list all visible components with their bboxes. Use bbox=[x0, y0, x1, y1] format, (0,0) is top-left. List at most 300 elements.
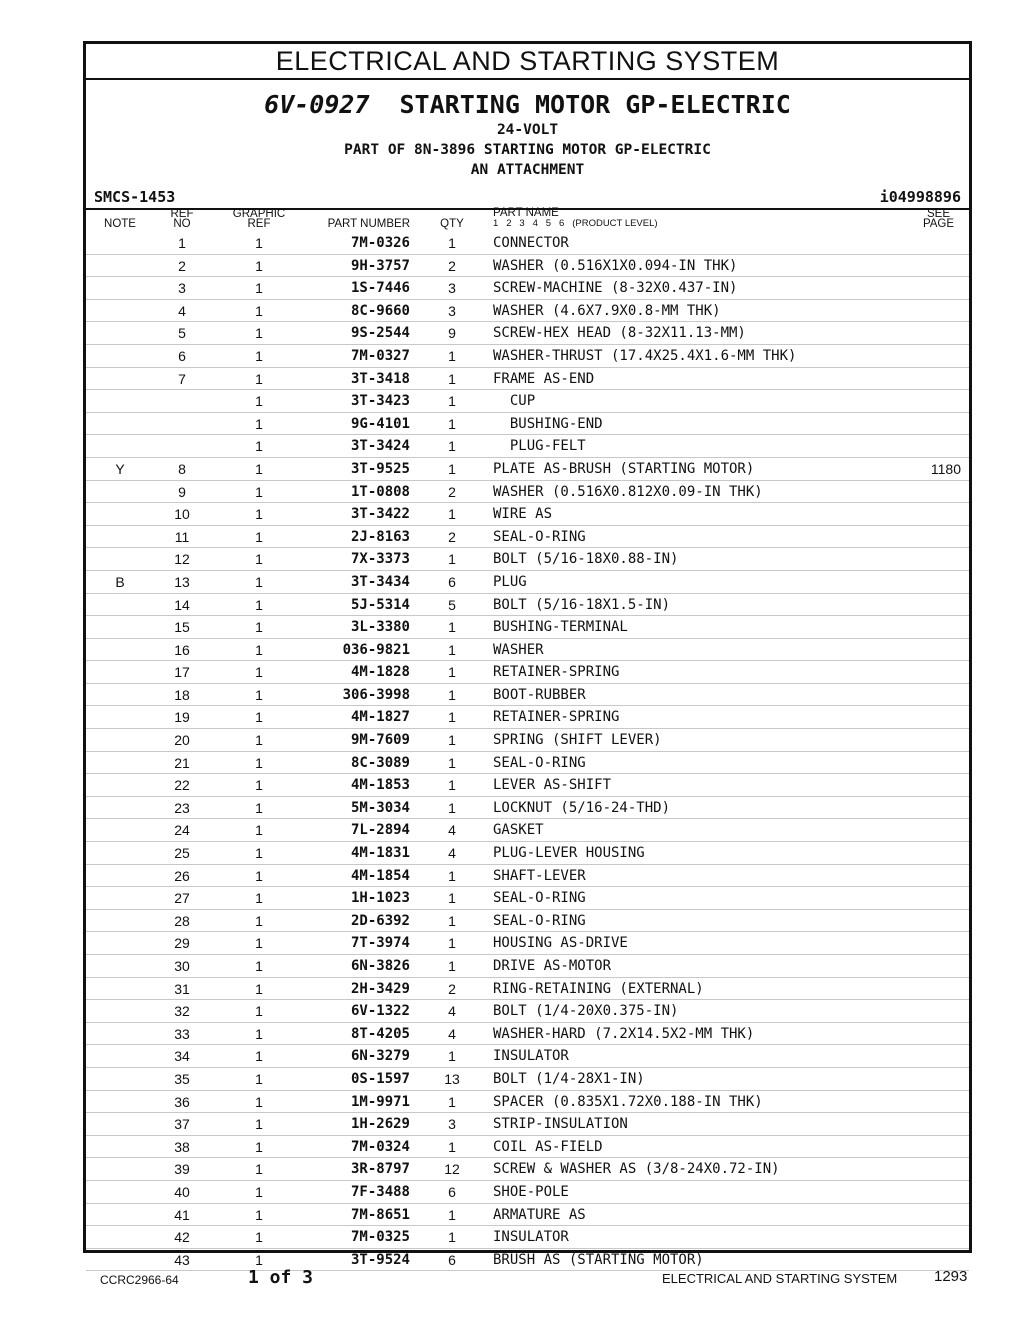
ref-no-cell: 13 bbox=[174, 573, 190, 590]
qty-cell: 1 bbox=[448, 664, 456, 681]
part-name-cell: BOOT-RUBBER bbox=[493, 686, 586, 703]
ref-no-cell: 27 bbox=[174, 890, 190, 907]
qty-cell: 1 bbox=[448, 1206, 456, 1223]
doc-id: i04998896 bbox=[879, 188, 961, 206]
graphic-ref-cell: 1 bbox=[255, 415, 263, 432]
ref-no-cell: 35 bbox=[174, 1070, 190, 1087]
ref-no-cell: 10 bbox=[174, 506, 190, 523]
graphic-ref-cell: 1 bbox=[255, 980, 263, 997]
graphic-ref-cell: 1 bbox=[255, 483, 263, 500]
ref-no-cell: 12 bbox=[174, 551, 190, 568]
qty-cell: 3 bbox=[448, 280, 456, 297]
part-number-cell: 3R-8797 bbox=[350, 1161, 410, 1178]
graphic-ref-cell: 1 bbox=[255, 732, 263, 749]
table-row bbox=[86, 819, 969, 842]
part-number-cell: 9G-4101 bbox=[350, 415, 410, 432]
ref-no-cell: 7 bbox=[178, 370, 186, 387]
part-number-cell: 1T-0808 bbox=[350, 483, 410, 500]
graphic-ref-cell: 1 bbox=[255, 912, 263, 929]
graphic-ref-cell: 1 bbox=[255, 754, 263, 771]
part-name-cell: SHAFT-LEVER bbox=[493, 867, 586, 884]
part-number-cell: 1M-9971 bbox=[350, 1093, 410, 1110]
qty-cell: 1 bbox=[448, 1229, 456, 1246]
qty-cell: 1 bbox=[448, 641, 456, 658]
graphic-ref-cell: 1 bbox=[255, 619, 263, 636]
qty-cell: 2 bbox=[448, 483, 456, 500]
ref-no-cell: 39 bbox=[174, 1161, 190, 1178]
part-name-cell: WASHER-HARD (7.2X14.5X2-MM THK) bbox=[493, 1025, 755, 1042]
qty-cell: 13 bbox=[444, 1070, 460, 1087]
part-number-cell: 0S-1597 bbox=[350, 1070, 410, 1087]
parts-table bbox=[86, 232, 969, 1271]
table-row bbox=[86, 1158, 969, 1181]
table-row bbox=[86, 255, 969, 278]
header-part-number: PART NUMBER bbox=[327, 218, 410, 230]
qty-cell: 4 bbox=[448, 1025, 456, 1042]
table-row bbox=[86, 1113, 969, 1136]
part-name-cell: CONNECTOR bbox=[493, 235, 569, 251]
part-name-cell: WASHER (0.516X0.812X0.09-IN THK) bbox=[493, 483, 763, 500]
ref-no-cell: 20 bbox=[174, 732, 190, 749]
qty-cell: 3 bbox=[448, 1116, 456, 1133]
part-name-cell: LOCKNUT (5/16-24-THD) bbox=[493, 799, 671, 816]
table-row bbox=[86, 1226, 969, 1249]
qty-cell: 1 bbox=[448, 347, 456, 364]
ref-no-cell: 31 bbox=[174, 980, 190, 997]
part-name-cell: STRIP-INSULATION bbox=[493, 1116, 628, 1133]
ref-no-cell: 15 bbox=[174, 619, 190, 636]
qty-cell: 1 bbox=[448, 709, 456, 726]
ref-no-cell: 32 bbox=[174, 1003, 190, 1020]
part-number-cell: 6V-1322 bbox=[350, 1003, 410, 1020]
table-row bbox=[86, 1000, 969, 1023]
part-number-cell: 4M-1853 bbox=[350, 777, 410, 794]
qty-cell: 12 bbox=[444, 1161, 460, 1178]
table-row bbox=[86, 865, 969, 888]
part-number-cell: 8C-3089 bbox=[350, 754, 410, 771]
part-number-cell: 8T-4205 bbox=[350, 1025, 410, 1042]
qty-cell: 9 bbox=[448, 325, 456, 342]
qty-cell: 1 bbox=[448, 799, 456, 816]
part-number-cell: 9M-7609 bbox=[350, 732, 410, 749]
graphic-ref-cell: 1 bbox=[255, 460, 263, 477]
qty-cell: 1 bbox=[448, 890, 456, 907]
qty-cell: 4 bbox=[448, 845, 456, 862]
graphic-ref-cell: 1 bbox=[255, 1003, 263, 1020]
ref-no-cell: 33 bbox=[174, 1025, 190, 1042]
part-name-cell: BOLT (1/4-20X0.375-IN) bbox=[493, 1003, 679, 1020]
part-number-cell: 9S-2544 bbox=[350, 325, 410, 342]
part-number-cell: 6N-3826 bbox=[350, 958, 410, 974]
part-number-cell: 2D-6392 bbox=[350, 912, 410, 929]
part-number-cell: 4M-1854 bbox=[350, 867, 410, 884]
table-row bbox=[86, 1023, 969, 1046]
part-name-cell: ARMATURE AS bbox=[493, 1206, 586, 1223]
qty-cell: 6 bbox=[448, 1183, 456, 1200]
part-name-cell: SEAL-O-RING bbox=[493, 528, 586, 545]
table-row bbox=[86, 887, 969, 910]
table-row bbox=[86, 277, 969, 300]
ref-no-cell: 42 bbox=[174, 1229, 190, 1246]
header-graphic-bottom: REF bbox=[247, 218, 271, 230]
part-number-cell: 9H-3757 bbox=[350, 257, 410, 274]
ref-no-cell: 26 bbox=[174, 867, 190, 884]
ref-no-cell: 24 bbox=[174, 822, 190, 839]
parts-sheet bbox=[83, 41, 972, 1268]
part-number-cell: 7F-3488 bbox=[350, 1183, 410, 1200]
qty-cell: 2 bbox=[448, 980, 456, 997]
part-number-cell: 4M-1831 bbox=[350, 845, 410, 862]
table-row bbox=[86, 345, 969, 368]
table-row bbox=[86, 526, 969, 549]
table-row bbox=[86, 932, 969, 955]
table-row bbox=[86, 910, 969, 933]
ref-no-cell: 40 bbox=[174, 1183, 190, 1200]
part-number-cell: 3T-3434 bbox=[350, 573, 410, 590]
header-part-name: PART NAME bbox=[493, 207, 559, 219]
qty-cell: 4 bbox=[448, 1003, 456, 1020]
part-name-cell: PLUG-LEVER HOUSING bbox=[493, 845, 645, 862]
part-name-cell: WASHER bbox=[493, 641, 544, 658]
header-see-bottom: PAGE bbox=[922, 218, 955, 230]
ref-no-cell: 14 bbox=[174, 596, 190, 613]
ref-no-cell: 19 bbox=[174, 709, 190, 726]
part-number-cell: 1S-7446 bbox=[350, 280, 410, 297]
subtitle-line: AN ATTACHMENT bbox=[470, 162, 585, 178]
graphic-ref-cell: 1 bbox=[255, 664, 263, 681]
note-cell: B bbox=[115, 573, 125, 590]
qty-cell: 2 bbox=[448, 257, 456, 274]
graphic-ref-cell: 1 bbox=[255, 302, 263, 319]
qty-cell: 1 bbox=[448, 912, 456, 929]
graphic-ref-cell: 1 bbox=[255, 641, 263, 658]
table-row bbox=[86, 1136, 969, 1159]
table-row bbox=[86, 571, 969, 594]
qty-cell: 1 bbox=[448, 777, 456, 794]
ref-no-cell: 21 bbox=[174, 754, 190, 771]
part-name-cell: FRAME AS-END bbox=[493, 370, 595, 387]
ref-no-cell: 3 bbox=[178, 280, 186, 297]
part-name-cell: WIRE AS bbox=[493, 506, 553, 523]
qty-cell: 1 bbox=[448, 1048, 456, 1065]
table-row bbox=[86, 661, 969, 684]
part-name-cell: PLUG-FELT bbox=[493, 438, 586, 455]
part-name-cell: SHOE-POLE bbox=[493, 1183, 569, 1200]
graphic-ref-cell: 1 bbox=[255, 1251, 263, 1268]
footer-page-number: 1293 bbox=[934, 1268, 968, 1285]
graphic-ref-cell: 1 bbox=[255, 799, 263, 816]
qty-cell: 1 bbox=[448, 235, 456, 251]
group-name: STARTING MOTOR GP-ELECTRIC bbox=[399, 90, 791, 119]
graphic-ref-cell: 1 bbox=[255, 935, 263, 952]
ref-no-cell: 41 bbox=[174, 1206, 190, 1223]
see-page-cell: 1180 bbox=[930, 460, 961, 477]
ref-no-cell: 29 bbox=[174, 935, 190, 952]
part-number-cell: 2H-3429 bbox=[350, 980, 410, 997]
graphic-ref-cell: 1 bbox=[255, 1229, 263, 1246]
graphic-ref-cell: 1 bbox=[255, 257, 263, 274]
part-number-cell: 5J-5314 bbox=[350, 596, 410, 613]
ref-no-cell: 6 bbox=[178, 347, 186, 364]
part-name-cell: BUSHING-TERMINAL bbox=[493, 619, 628, 636]
table-row bbox=[86, 616, 969, 639]
qty-cell: 1 bbox=[448, 415, 456, 432]
graphic-ref-cell: 1 bbox=[255, 709, 263, 726]
table-row bbox=[86, 797, 969, 820]
part-name-cell: BUSHING-END bbox=[493, 415, 603, 432]
table-row bbox=[86, 729, 969, 752]
part-name-cell: SCREW-MACHINE (8-32X0.437-IN) bbox=[493, 280, 738, 297]
ref-no-cell: 5 bbox=[178, 325, 186, 342]
qty-cell: 1 bbox=[448, 438, 456, 455]
ref-no-cell: 25 bbox=[174, 845, 190, 862]
part-number-cell: 7T-3974 bbox=[350, 935, 410, 952]
table-row bbox=[86, 413, 969, 436]
part-number-cell: 3L-3380 bbox=[350, 619, 410, 636]
part-number-cell: 306-3998 bbox=[342, 686, 410, 703]
part-name-cell: DRIVE AS-MOTOR bbox=[493, 958, 612, 974]
header-note: NOTE bbox=[104, 218, 136, 230]
graphic-ref-cell: 1 bbox=[255, 1206, 263, 1223]
part-name-cell: RETAINER-SPRING bbox=[493, 664, 620, 681]
part-number-cell: 2J-8163 bbox=[350, 528, 410, 545]
qty-cell: 1 bbox=[448, 460, 456, 477]
table-row bbox=[86, 322, 969, 345]
table-row bbox=[86, 368, 969, 391]
section-title: ELECTRICAL AND STARTING SYSTEM bbox=[86, 44, 969, 80]
graphic-ref-cell: 1 bbox=[255, 235, 263, 251]
part-name-cell: BOLT (1/4-28X1-IN) bbox=[493, 1070, 645, 1087]
group-title bbox=[86, 90, 969, 120]
part-number-cell: 3T-3423 bbox=[350, 393, 410, 410]
graphic-ref-cell: 1 bbox=[255, 596, 263, 613]
part-number-cell: 4M-1827 bbox=[350, 709, 410, 726]
table-row bbox=[86, 752, 969, 775]
part-name-cell: BRUSH AS (STARTING MOTOR) bbox=[493, 1251, 704, 1268]
table-row bbox=[86, 1068, 969, 1091]
table-row bbox=[86, 548, 969, 571]
ref-no-cell: 8 bbox=[178, 460, 186, 477]
graphic-ref-cell: 1 bbox=[255, 528, 263, 545]
table-row bbox=[86, 481, 969, 504]
graphic-ref-cell: 1 bbox=[255, 370, 263, 387]
ref-no-cell: 9 bbox=[178, 483, 186, 500]
part-name-cell: COIL AS-FIELD bbox=[493, 1138, 603, 1155]
header-qty: QTY bbox=[440, 218, 464, 230]
part-name-cell: RETAINER-SPRING bbox=[493, 709, 620, 726]
graphic-ref-cell: 1 bbox=[255, 280, 263, 297]
table-row bbox=[86, 390, 969, 413]
qty-cell: 1 bbox=[448, 370, 456, 387]
part-number-cell: 3T-3422 bbox=[350, 506, 410, 523]
part-number-cell: 3T-9524 bbox=[350, 1251, 410, 1268]
table-row bbox=[86, 955, 969, 978]
group-header bbox=[86, 90, 969, 180]
graphic-ref-cell: 1 bbox=[255, 347, 263, 364]
qty-cell: 1 bbox=[448, 551, 456, 568]
table-row bbox=[86, 978, 969, 1001]
header-ref-bottom: NO bbox=[173, 218, 191, 230]
ref-no-cell: 37 bbox=[174, 1116, 190, 1133]
graphic-ref-cell: 1 bbox=[255, 822, 263, 839]
ref-no-cell: 30 bbox=[174, 958, 190, 974]
qty-cell: 1 bbox=[448, 686, 456, 703]
id-row bbox=[86, 188, 969, 208]
qty-cell: 1 bbox=[448, 754, 456, 771]
part-number-cell: 7M-0324 bbox=[350, 1138, 410, 1155]
note-cell: Y bbox=[115, 460, 125, 477]
graphic-ref-cell: 1 bbox=[255, 551, 263, 568]
graphic-ref-cell: 1 bbox=[255, 958, 263, 974]
part-number-cell: 3T-9525 bbox=[350, 460, 410, 477]
graphic-ref-cell: 1 bbox=[255, 325, 263, 342]
qty-cell: 6 bbox=[448, 1251, 456, 1268]
graphic-ref-cell: 1 bbox=[255, 1025, 263, 1042]
part-name-cell: SEAL-O-RING bbox=[493, 890, 586, 907]
qty-cell: 1 bbox=[448, 1138, 456, 1155]
table-row bbox=[86, 842, 969, 865]
table-row bbox=[86, 232, 969, 255]
column-header-row bbox=[86, 208, 969, 232]
part-number-cell: 7X-3373 bbox=[350, 551, 410, 568]
part-name-cell: SCREW & WASHER AS (3/8-24X0.72-IN) bbox=[493, 1161, 780, 1178]
graphic-ref-cell: 1 bbox=[255, 573, 263, 590]
table-row bbox=[86, 1181, 969, 1204]
qty-cell: 1 bbox=[448, 393, 456, 410]
table-row bbox=[86, 774, 969, 797]
part-name-cell: BOLT (5/16-18X1.5-IN) bbox=[493, 596, 671, 613]
part-number-cell: 4M-1828 bbox=[350, 664, 410, 681]
ref-no-cell: 38 bbox=[174, 1138, 190, 1155]
smcs-code: SMCS-1453 bbox=[94, 188, 176, 206]
qty-cell: 1 bbox=[448, 506, 456, 523]
part-number-cell: 7M-0326 bbox=[350, 235, 410, 251]
part-name-cell: PLATE AS-BRUSH (STARTING MOTOR) bbox=[493, 460, 755, 477]
graphic-ref-cell: 1 bbox=[255, 1183, 263, 1200]
part-name-cell: SPRING (SHIFT LEVER) bbox=[493, 732, 662, 749]
part-name-cell: WASHER (0.516X1X0.094-IN THK) bbox=[493, 257, 738, 274]
graphic-ref-cell: 1 bbox=[255, 890, 263, 907]
part-number-cell: 5M-3034 bbox=[350, 799, 410, 816]
qty-cell: 5 bbox=[448, 596, 456, 613]
ref-no-cell: 34 bbox=[174, 1048, 190, 1065]
part-name-cell: CUP bbox=[493, 393, 536, 410]
subtitle-line: PART OF 8N-3896 STARTING MOTOR GP-ELECTRIC bbox=[344, 142, 711, 158]
part-number-cell: 3T-3424 bbox=[350, 438, 410, 455]
part-name-cell: SEAL-O-RING bbox=[493, 754, 586, 771]
part-name-cell: INSULATOR bbox=[493, 1229, 569, 1246]
header-product-levels: 1 2 3 4 5 6 (PRODUCT LEVEL) bbox=[493, 218, 658, 229]
ref-no-cell: 17 bbox=[174, 664, 190, 681]
header-ref-top: REF bbox=[170, 208, 194, 220]
part-name-cell: BOLT (5/16-18X0.88-IN) bbox=[493, 551, 679, 568]
part-number-cell: 036-9821 bbox=[342, 641, 410, 658]
table-row bbox=[86, 684, 969, 707]
qty-cell: 1 bbox=[448, 958, 456, 974]
footer-section: ELECTRICAL AND STARTING SYSTEM bbox=[662, 1271, 898, 1286]
table-row bbox=[86, 594, 969, 617]
ref-no-cell: 22 bbox=[174, 777, 190, 794]
footer-page-of: 1 of 3 bbox=[248, 1267, 314, 1288]
graphic-ref-cell: 1 bbox=[255, 393, 263, 410]
table-row bbox=[86, 639, 969, 662]
part-number-cell: 1H-1023 bbox=[350, 890, 410, 907]
table-row bbox=[86, 1204, 969, 1227]
part-number-cell: 1H-2629 bbox=[350, 1116, 410, 1133]
group-part-number: 6V-0927 bbox=[264, 90, 370, 119]
ref-no-cell: 36 bbox=[174, 1093, 190, 1110]
graphic-ref-cell: 1 bbox=[255, 686, 263, 703]
header-see-top: SEE bbox=[926, 208, 950, 220]
part-number-cell: 3T-3418 bbox=[350, 370, 410, 387]
graphic-ref-cell: 1 bbox=[255, 1138, 263, 1155]
graphic-ref-cell: 1 bbox=[255, 1161, 263, 1178]
part-number-cell: 7L-2894 bbox=[350, 822, 410, 839]
ref-no-cell: 18 bbox=[174, 686, 190, 703]
table-row bbox=[86, 1045, 969, 1068]
ref-no-cell: 28 bbox=[174, 912, 190, 929]
ref-no-cell: 23 bbox=[174, 799, 190, 816]
graphic-ref-cell: 1 bbox=[255, 1048, 263, 1065]
ref-no-cell: 16 bbox=[174, 641, 190, 658]
part-number-cell: 7M-0325 bbox=[350, 1229, 410, 1246]
header-graphic-top: GRAPHIC bbox=[232, 208, 286, 220]
qty-cell: 4 bbox=[448, 822, 456, 839]
part-number-cell: 8C-9660 bbox=[350, 302, 410, 319]
page-footer bbox=[0, 1262, 1020, 1292]
ref-no-cell: 11 bbox=[174, 528, 190, 545]
graphic-ref-cell: 1 bbox=[255, 506, 263, 523]
part-number-cell: 6N-3279 bbox=[350, 1048, 410, 1065]
qty-cell: 3 bbox=[448, 302, 456, 319]
table-row bbox=[86, 435, 969, 458]
qty-cell: 1 bbox=[448, 732, 456, 749]
table-row bbox=[86, 1091, 969, 1114]
ref-no-cell: 2 bbox=[178, 257, 186, 274]
qty-cell: 1 bbox=[448, 619, 456, 636]
subtitle-line: 24-VOLT bbox=[496, 122, 559, 138]
qty-cell: 6 bbox=[448, 573, 456, 590]
part-name-cell: SCREW-HEX HEAD (8-32X11.13-MM) bbox=[493, 325, 746, 342]
part-number-cell: 7M-0327 bbox=[350, 347, 410, 364]
qty-cell: 1 bbox=[448, 935, 456, 952]
table-row bbox=[86, 300, 969, 323]
qty-cell: 1 bbox=[448, 1093, 456, 1110]
ref-no-cell: 43 bbox=[174, 1251, 190, 1268]
table-row bbox=[86, 458, 969, 481]
qty-cell: 1 bbox=[448, 867, 456, 884]
graphic-ref-cell: 1 bbox=[255, 777, 263, 794]
table-row bbox=[86, 503, 969, 526]
graphic-ref-cell: 1 bbox=[255, 867, 263, 884]
part-name-cell: SEAL-O-RING bbox=[493, 912, 586, 929]
graphic-ref-cell: 1 bbox=[255, 1070, 263, 1087]
graphic-ref-cell: 1 bbox=[255, 1093, 263, 1110]
part-name-cell: WASHER-THRUST (17.4X25.4X1.6-MM THK) bbox=[493, 347, 797, 364]
part-name-cell: INSULATOR bbox=[493, 1048, 569, 1065]
table-row bbox=[86, 706, 969, 729]
graphic-ref-cell: 1 bbox=[255, 1116, 263, 1133]
graphic-ref-cell: 1 bbox=[255, 845, 263, 862]
part-number-cell: 7M-8651 bbox=[350, 1206, 410, 1223]
part-name-cell: PLUG bbox=[493, 573, 527, 590]
ref-no-cell: 4 bbox=[178, 302, 186, 319]
part-name-cell: WASHER (4.6X7.9X0.8-MM THK) bbox=[493, 302, 721, 319]
footer-doc-code: CCRC2966-64 bbox=[100, 1273, 179, 1287]
ref-no-cell: 1 bbox=[178, 235, 186, 251]
part-name-cell: RING-RETAINING (EXTERNAL) bbox=[493, 980, 704, 997]
part-name-cell: LEVER AS-SHIFT bbox=[493, 777, 612, 794]
